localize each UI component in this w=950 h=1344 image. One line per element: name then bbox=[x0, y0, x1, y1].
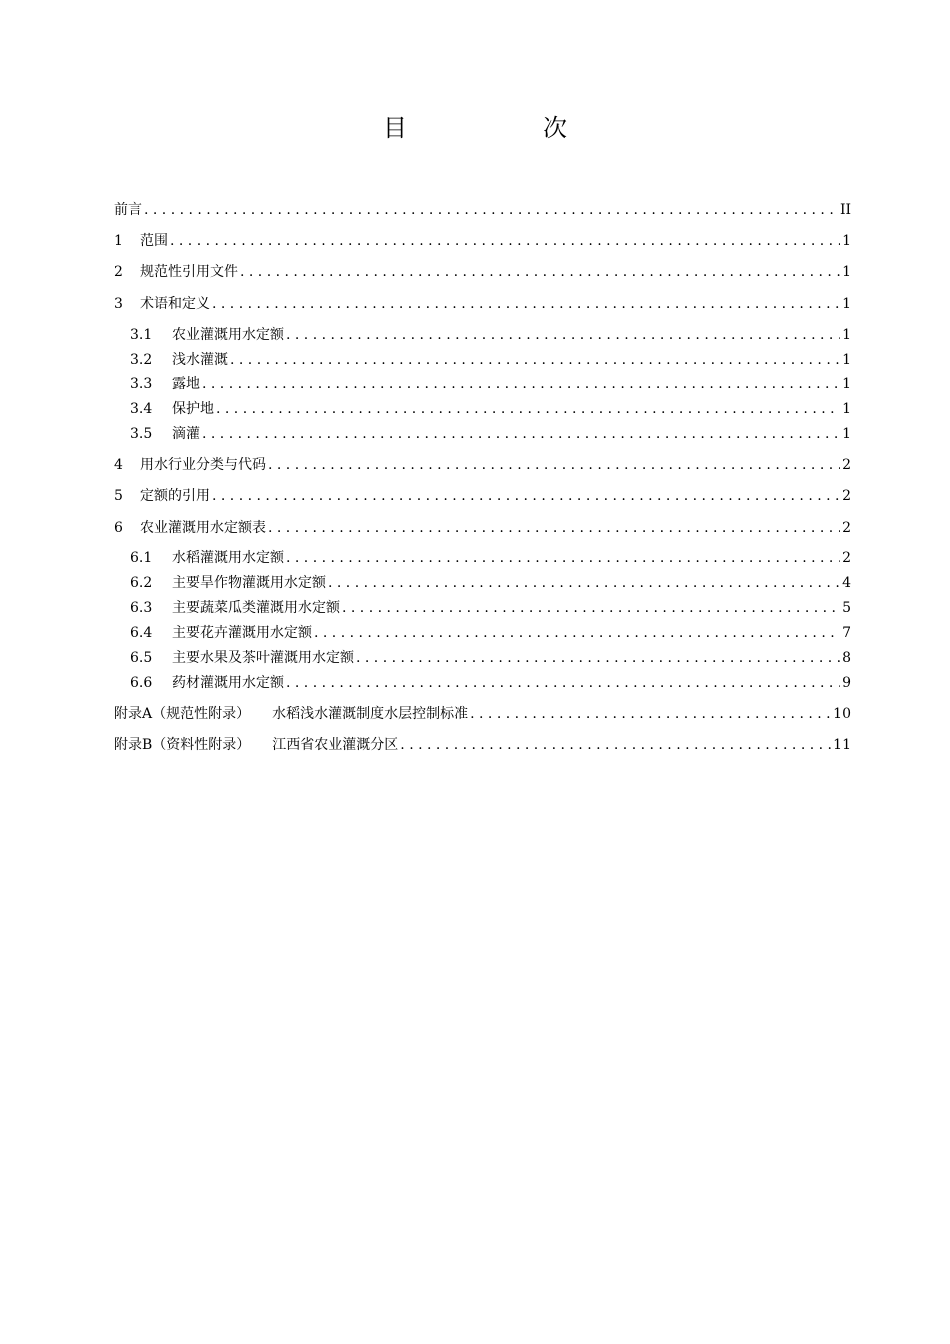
toc-leader bbox=[356, 646, 840, 670]
toc-entry-number: 3.4 bbox=[130, 401, 153, 417]
toc-entry-number: 6.2 bbox=[130, 575, 153, 591]
toc-entry-number: 6.4 bbox=[130, 625, 153, 641]
toc-entry-5[interactable] bbox=[114, 484, 851, 508]
toc-entry-title: 主要水果及茶叶灌溉用水定额 bbox=[172, 650, 354, 666]
toc-entry-title: 保护地 bbox=[172, 401, 214, 417]
toc-entry-1[interactable] bbox=[114, 229, 851, 253]
toc-entry-title: 定额的引用 bbox=[140, 488, 210, 504]
toc-entry-number: 3.1 bbox=[130, 327, 153, 343]
toc-entry-title: 露地 bbox=[172, 376, 200, 392]
toc-entry-number: 1 bbox=[114, 233, 123, 249]
toc-entry-title: 术语和定义 bbox=[140, 296, 210, 312]
toc-entry-number: 3.2 bbox=[130, 352, 153, 368]
toc-leader bbox=[470, 702, 831, 726]
toc-leader bbox=[202, 372, 840, 396]
toc-entry-6-4[interactable] bbox=[130, 621, 851, 645]
toc-leader bbox=[314, 621, 840, 645]
toc-entry-6-3[interactable] bbox=[130, 596, 851, 620]
toc-entry-title: 滴灌 bbox=[172, 426, 200, 442]
toc-leader bbox=[212, 484, 840, 508]
toc-entry-page: 11 bbox=[833, 737, 851, 753]
toc-entry-title: 药材灌溉用水定额 bbox=[172, 675, 284, 691]
toc-entry-page: 1 bbox=[842, 264, 851, 280]
toc-entry-3-4[interactable] bbox=[130, 397, 851, 421]
toc-leader bbox=[212, 292, 840, 316]
toc-entry-3[interactable] bbox=[114, 292, 851, 316]
toc-entry-page: 5 bbox=[842, 600, 851, 616]
toc-entry-3-3[interactable] bbox=[130, 372, 851, 396]
toc-entry-page: 2 bbox=[842, 550, 851, 566]
toc-entry-appendix-b[interactable] bbox=[114, 733, 851, 757]
toc-entry-number: 3 bbox=[114, 296, 123, 312]
toc-entry-2[interactable] bbox=[114, 260, 851, 284]
toc-entry-number: 3.5 bbox=[130, 426, 153, 442]
toc-entry-page: 8 bbox=[842, 650, 851, 666]
toc-entry-number: 5 bbox=[114, 488, 123, 504]
toc-entry-page: 1 bbox=[842, 426, 851, 442]
toc-entry-preface[interactable] bbox=[114, 198, 851, 222]
toc-entry-page: 1 bbox=[842, 376, 851, 392]
toc-entry-6-2[interactable] bbox=[130, 571, 851, 595]
toc-entry-3-5[interactable] bbox=[130, 422, 851, 446]
toc-entry-number: 6.5 bbox=[130, 650, 153, 666]
toc-leader bbox=[216, 397, 840, 421]
toc-leader bbox=[400, 733, 831, 757]
toc-entry-number: 6.6 bbox=[130, 675, 153, 691]
toc-entry-title: 农业灌溉用水定额表 bbox=[140, 520, 266, 536]
toc-entry-title: 主要花卉灌溉用水定额 bbox=[172, 625, 312, 641]
toc-leader bbox=[328, 571, 840, 595]
toc-entry-number: 3.3 bbox=[130, 376, 153, 392]
toc-entry-page: 1 bbox=[842, 233, 851, 249]
toc-entry-page: II bbox=[839, 202, 851, 218]
toc-entry-title: 水稻浅水灌溉制度水层控制标准 bbox=[272, 706, 469, 722]
toc-entry-appendix-a[interactable] bbox=[114, 702, 851, 726]
toc-leader bbox=[202, 422, 840, 446]
toc-entry-page: 1 bbox=[842, 352, 851, 368]
toc-entry-title: 主要蔬菜瓜类灌溉用水定额 bbox=[172, 600, 340, 616]
toc-entry-page: 2 bbox=[842, 457, 851, 473]
toc-entry-title: 前言 bbox=[114, 202, 142, 218]
toc-entry-number: 4 bbox=[114, 457, 123, 473]
toc-leader bbox=[268, 453, 840, 477]
toc-entry-page: 1 bbox=[842, 296, 851, 312]
toc-entry-page: 2 bbox=[842, 520, 851, 536]
toc-entry-4[interactable] bbox=[114, 453, 851, 477]
toc-leader bbox=[286, 323, 840, 347]
toc-leader bbox=[240, 260, 840, 284]
toc-entry-title: 水稻灌溉用水定额 bbox=[172, 550, 284, 566]
toc-leader bbox=[286, 546, 840, 570]
toc-entry-page: 1 bbox=[842, 401, 851, 417]
toc-leader bbox=[230, 348, 840, 372]
toc-entry-page: 2 bbox=[842, 488, 851, 504]
toc-entry-6-6[interactable] bbox=[130, 671, 851, 695]
toc-entry-title: 主要旱作物灌溉用水定额 bbox=[172, 575, 326, 591]
toc-leader bbox=[170, 229, 840, 253]
toc-leader bbox=[286, 671, 840, 695]
toc-entry-title: 江西省农业灌溉分区 bbox=[272, 737, 399, 753]
toc-entry-page: 7 bbox=[842, 625, 851, 641]
toc-entry-title: 规范性引用文件 bbox=[140, 264, 238, 280]
toc-entry-number: 附录B（资料性附录） bbox=[114, 737, 251, 753]
toc-entry-number: 2 bbox=[114, 264, 123, 280]
toc-entry-number: 6 bbox=[114, 520, 123, 536]
toc-entry-3-1[interactable] bbox=[130, 323, 851, 347]
toc-entry-title: 农业灌溉用水定额 bbox=[172, 327, 284, 343]
toc-entry-6-1[interactable] bbox=[130, 546, 851, 570]
toc-entry-number: 6.1 bbox=[130, 550, 153, 566]
toc-entry-title: 用水行业分类与代码 bbox=[140, 457, 266, 473]
toc-entry-page: 4 bbox=[842, 575, 851, 591]
toc-entry-title: 浅水灌溉 bbox=[172, 352, 228, 368]
toc-leader bbox=[144, 198, 838, 222]
toc-entry-page: 1 bbox=[842, 327, 851, 343]
toc-entry-number: 6.3 bbox=[130, 600, 153, 616]
page-title: 目 次 bbox=[383, 114, 623, 142]
toc-entry-title: 范围 bbox=[140, 233, 168, 249]
toc-entry-6[interactable] bbox=[114, 516, 851, 540]
toc-leader bbox=[268, 516, 840, 540]
toc-entry-number: 附录A（规范性附录） bbox=[114, 706, 251, 722]
toc-entry-page: 10 bbox=[833, 706, 851, 722]
toc-entry-6-5[interactable] bbox=[130, 646, 851, 670]
toc-entry-page: 9 bbox=[842, 675, 851, 691]
toc-leader bbox=[342, 596, 840, 620]
toc-entry-3-2[interactable] bbox=[130, 348, 851, 372]
